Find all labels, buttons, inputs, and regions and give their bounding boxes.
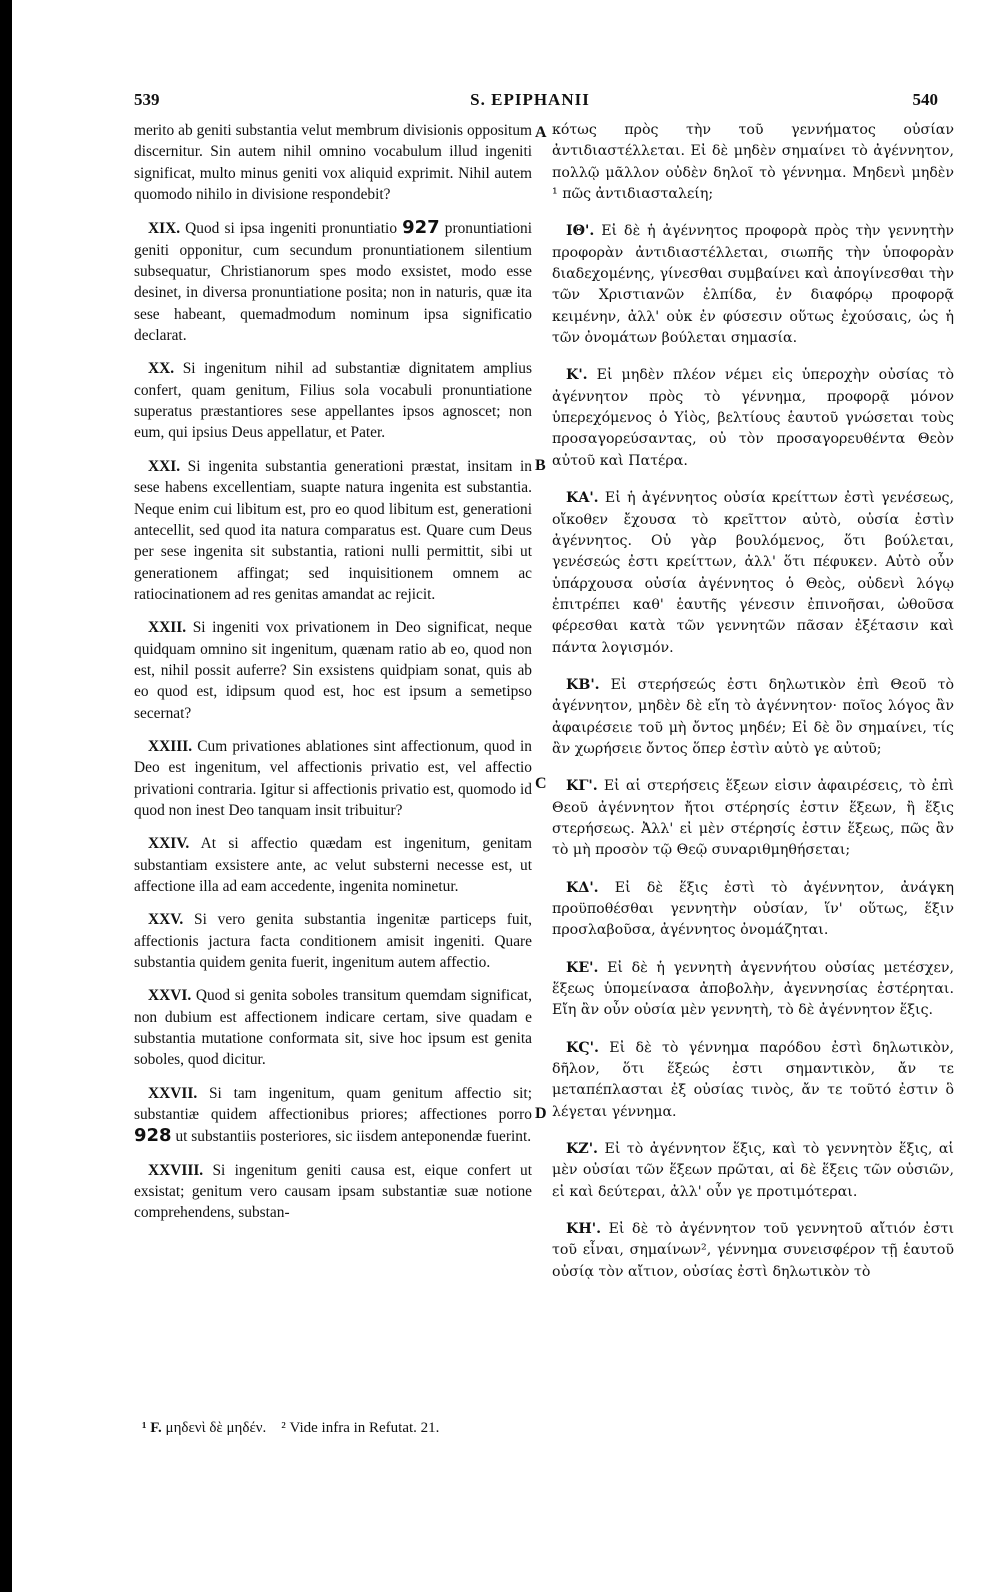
greek-paragraph: ΚΓ'. Εἰ αἱ στερήσεις ἕξεων εἰσιν ἀφαιρέσεις, τὸ ἐπὶ Θεοῦ ἀγέννητον ἤτοι στέρησίς ἐστιν ἕξεων, ἢ ἕξις στερήσεως. Ἀλλ' εἰ μὲν στέρησίς ἐστιν ἕξεως, πῶς ἂν τὸ μὴ προσὸν τῷ Θεῷ συναριθμηθήσεται; — [552, 778, 954, 859]
running-title: S. EPIPHANII — [470, 90, 590, 109]
greek-paragraph: Κ'. Εἰ μηδὲν πλέον νέμει εἰς ὑπεροχὴν οὐσίας τὸ ἀγέννητον πρὸς τὸ γέννημα, προφορᾷ μόνον ὑπερεχόμενος ὁ Υἱὸς, βελτίους ἑαυτοῦ γνώσεται τοὺς προσαγορεύσαντας, οὐ τὸν προσαγορευθέντα Θεὸν αὐτοῦ καὶ Πατέρα. — [552, 367, 954, 469]
margin-letter-a: A — [535, 124, 547, 141]
latin-paragraph: XXV. Si vero genita substantia ingenitæ particeps fuit, affectionis jactura facta conditionem amisit ingeniti. Quare substantia quidem genita fuerit, ingenitum autem affectio. — [134, 911, 532, 972]
greek-paragraph: ΚΔ'. Εἰ δὲ ἕξις ἐστὶ τὸ ἀγέννητον, ἀνάγκη προϋποθέσθαι γεννητὴν οὐσίαν, ἵν' οὕτως, ἕξιν προσλαβοῦσα, ἀγέννητος ὀνομάζηται. — [552, 879, 954, 939]
page-number-left: 539 — [134, 90, 160, 109]
latin-paragraph: XXVIII. Si ingenitum geniti causa est, eique confert ut exsistat; genitum vero causam ipsam substantiæ suæ notione comprehendens, substan- — [134, 1161, 532, 1222]
greek-paragraph: ΚϚ'. Εἰ δὲ τὸ γέννημα παρόδου ἐστὶ δηλωτικὸν, δῆλον, ὅτι ἕξεώς ἐστι σημαντικὸν, ἄν τε μεταπέπλασται ἐξ οὐσίας τινὸς, ἄν τε τοῦτό ἐστιν ὃ λέγεται γέννημα. — [552, 1039, 954, 1120]
latin-paragraph: XXI. Si ingenita substantia generationi præstat, insitam in sese habens excellentiam, suapte natura ingenita est substantia. Neque enim cui libitum est, pro eo quod libitum est, generationi antecellit, sed quod ita natura comparatus est. Quare cum Deus per sese ingenita sit substantia, rationi nulli permittit, sibi ut generationem affingat; sed inquisitionem omnem ac ratiocinationem ad res genitas amandat ac rejicit. — [134, 457, 532, 603]
latin-paragraph: XXIV. At si affectio quædam est ingenitum, genitam substantiam exsistere ante, ac velut substerni necesse est, ut affectione illa ad eam accedente, ingenita nominetur. — [134, 835, 532, 895]
page-number-right: 540 — [912, 90, 938, 109]
latin-paragraph: merito ab geniti substantia velut membrum divisionis oppositum discernitur. Sin autem nihil omnino vocabulum illud ingeniti significat, multo minus geniti vox aliquid exprimit. Nihil autem quomodo nihilo in divisione respondebit? — [134, 122, 532, 204]
latin-paragraph: XXVII. Si tam ingenitum, quam genitum affectio sit; substantiæ quidem affectionibus priores; affectiones porro 928 ut substantiis posteriores, sic iisdem anteponendæ fuerint. — [134, 1084, 532, 1147]
margin-letter-b: B — [535, 457, 546, 474]
latin-paragraph: XXII. Si ingeniti vox privationem in Deo significat, neque quidquam omnino sit ingenitum, quænam ratio ab eo, quod non est, nihil possit auferre? Sin exsistens quidpiam sonat, quis ab eo quod est, idipsum quod est, hoc est ipsum a semetipso secernat? — [134, 619, 532, 722]
latin-paragraph: XIX. Quod si ipsa ingeniti pronuntiatio 927 pronuntiationi geniti opponitur, cum secundum pronuntiationem silentium subsequatur, Christianorum spes modo exsistet, modo esse desinet, in diversa pronuntiatione posita; non in naturis, quæ ita sese habeant, quemadmodum nominum ipsa significatio declarat. — [134, 217, 532, 345]
latin-paragraph: XX. Si ingenitum nihil ad substantiæ dignitatem amplius confert, quam genitum, Filius sola vocabuli pronuntiatione superatus præstantiores sese appellantes ipsos agnoscet; non eum, qui ipsius Deus appellatur, et Pater. — [134, 360, 532, 442]
greek-paragraph: κότως πρὸς τὴν τοῦ γεννήματος οὐσίαν ἀντιδιαστέλλεται. Εἰ δὲ μηδὲν σημαίνει τὸ ἀγέννητον, πολλῷ μᾶλλον οὐδὲν δηλοῖ τὸ γέννημα. Μηδενὶ μηδὲν ¹ πῶς ἀντιδιασταλείη; — [552, 122, 954, 203]
greek-column — [552, 120, 954, 1299]
column-marker-928: 928 — [134, 1125, 172, 1147]
greek-paragraph: ΙΘ'. Εἰ δὲ ἡ ἀγέννητος προφορὰ πρὸς τὴν γεννητὴν προφορὰν ἀντιδιαστέλλεται, σιωπῆς τὴν ὑποφορὰν διαδεχομένης, γίνεσθαι συμβαίνει καὶ ἀπογίνεσθαι τὴν τῶν Χριστιανῶν ἐλπίδα, ἐν διαφόρῳ προφορᾷ κειμένην, ἀλλ' οὐκ ἐν φύσεσιν οὕτως ἐχούσαις, ὡς ἡ τῶν ὀνομάτων βούλεται σημασία. — [552, 223, 954, 347]
page-header — [122, 90, 938, 114]
latin-paragraph: XXVI. Quod si genita soboles transitum quemdam significat, non dubium est affectionem indicare certam, sive quadam e substantia mutatione conformata sit, sive hoc ipsum est genita soboles, quod dicitur. — [134, 987, 532, 1069]
margin-letter-d: D — [535, 1105, 547, 1122]
greek-paragraph: ΚΖ'. Εἰ τὸ ἀγέννητον ἕξις, καὶ τὸ γεννητὸν ἕξις, αἱ μὲν οὐσίαι τῶν ἕξεων πρῶται, αἱ δὲ ἕξεις τῶν οὐσιῶν, εἰ καὶ δεύτεραι, ἀλλ' οὖν γε προτιμότεραι. — [552, 1141, 954, 1200]
footnote-1: ¹ F. μηδενὶ δὲ μηδέν. — [142, 1420, 267, 1436]
greek-paragraph: ΚΕ'. Εἰ δὲ ἡ γεννητὴ ἀγεννήτου οὐσίας μετέσχεν, ἕξεως ὑπομείνασα ἀποβολὴν, ἀγεννησίας ἐστέρηται. Εἴη ἂν οὖν οὐσία μὲν γεννητὴ, τὸ δὲ ἀγέννητον ἕξις. — [552, 959, 954, 1019]
latin-column — [134, 120, 532, 1236]
greek-paragraph: ΚΗ'. Εἰ δὲ τὸ ἀγέννητον τοῦ γεννητοῦ αἴτιόν ἐστι τοῦ εἶναι, σημαίνων², γέννημα συνεισφέρον τῇ ἑαυτοῦ οὐσίᾳ τὸν αἴτιον, οὐσίας ἐστὶ δηλωτικὸν τὸ — [552, 1221, 955, 1280]
footnote-2: ² Vide infra in Refutat. 21. — [281, 1420, 440, 1436]
column-marker-927: 927 — [402, 217, 440, 239]
footnotes — [142, 1418, 562, 1438]
margin-letter-c: C — [535, 775, 547, 792]
greek-paragraph: ΚΒ'. Εἰ στερήσεώς ἐστι δηλωτικὸν ἐπὶ Θεοῦ τὸ ἀγέννητον, μηδὲν δὲ εἴη τὸ ἀγέννητον· ποῖος λόγος ἂν ἀφαιρέσειε τοῦ μὴ ὄντος μηδέν; Εἰ δὲ ὂν σημαίνει, τίς ἂν χωρήσειε ὄντος ὅπερ ἐστὶν αὐτὸ γε αὐτοῦ; — [552, 676, 954, 757]
greek-paragraph: ΚΑ'. Εἰ ἡ ἀγέννητος οὐσία κρείττων ἐστὶ γενέσεως, οἴκοθεν ἔχουσα τὸ κρεῖττον αὐτὸ, οὐσία ἐστὶν ἀγέννητος. Οὐ γὰρ βουλόμενος, ὅτι βούλεται, γενέσεώς ἐστι κρείττων, ἀλλ' ὅτι πέφυκεν. Αὐτὸ οὖν ὑπάρχουσα οὐσία ἀγέννητος ὁ Θεὸς, οὐδενὶ λόγῳ ἐπιτρέπει καθ' ἑαυτῆς γένεσιν ἐπινοῆσαι, ὠθοῦσα φέρεσθαι κατὰ τῶν γεννητῶν πᾶσαν ἐξέτασιν καὶ πάντα λογισμόν. — [552, 490, 954, 656]
latin-paragraph: XXIII. Cum privationes ablationes sint affectionum, quod in Deo est ingenitum, vel affectionis privatio est, vel affectio privationi contraria. Igitur si affectionis privatio est, quomodo id quod non inest Deo tanquam insit tribuitur? — [134, 737, 532, 819]
